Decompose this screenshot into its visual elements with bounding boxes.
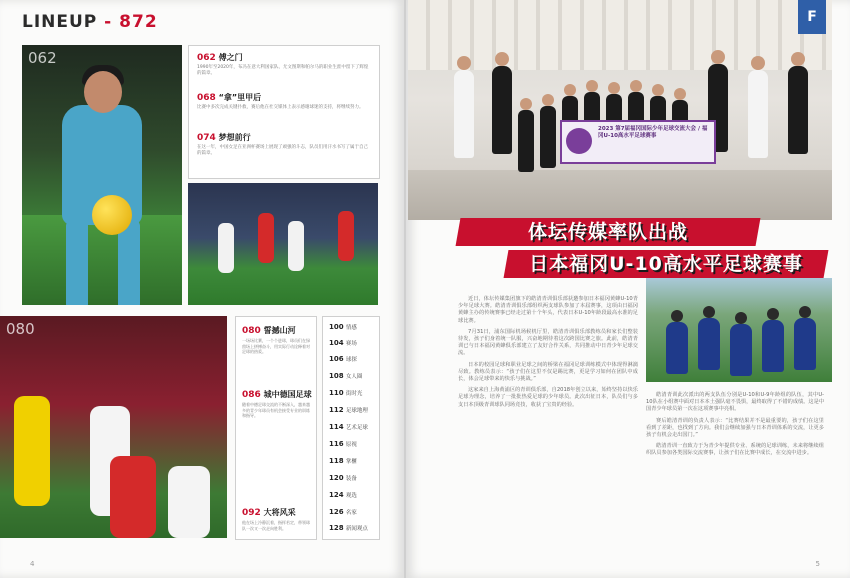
contents-box-top [188,45,380,179]
lineup-heading [22,12,158,32]
player-white [288,221,304,271]
contents-entry[interactable]: 092 大将风采 他在场上冷静沉着，指挥若定，带领球队一次又一次走向胜利。 [242,508,310,531]
youth-player [730,324,752,376]
adult-figure [454,70,474,158]
photo-page-number: 080 [6,320,35,338]
toc-item[interactable]: 114 艺术足球 [329,423,368,431]
lineup-separator: - [97,12,120,32]
contents-entry[interactable]: 074 梦想前行 在这一年，中国女足在亚洲杯赛场上展现了顽强的斗志，队员们用汗水书写了属于自己的篇章。 [197,133,368,156]
toc-item[interactable]: 120 装备 [329,474,357,482]
child-player [540,106,556,168]
toc-item[interactable]: 104 赛场 [329,339,357,347]
adult-figure [492,66,512,154]
airport-floor [408,170,832,220]
toc-item[interactable]: 116 原视 [329,440,357,448]
contents-entry[interactable]: 068 “拿”里甲后 比赛中多次完成关键扑救，赛后他在社交媒体上表示感谢球迷的支持，将继续努力。 [197,93,364,110]
goalkeeper-head [84,71,122,113]
lineup-title-text: LINEUP [22,12,98,32]
table-of-contents [322,316,380,540]
toc-item[interactable]: 118 掌櫃 [329,457,357,465]
player-red [338,211,354,261]
airport-ceiling [408,0,832,70]
youth-player [762,320,784,372]
headline-line-2: 日本福冈U-10高水平足球赛事 [504,250,829,278]
player-red [258,213,274,263]
article-column-2: 皓清青训此次派出的两支队伍分别是U-10和U-9年龄组的队伍，其中U-10队在小组赛中面对日本本土强队毫不畏惧，最终取得了不错的成绩。这是中国青少年球员第一次在这项赛事中亮相。 赛后皓清青训的负责人表示：“比赛结果并不是最重要的，孩子们在这里看到了差距，也找到了方向。我们会继续加强与日本青训体系的交流，让更多孩子有机会走出国门。” 皓清青训一直致力于为青少年提供专业、系统的足球训练，未来将继续组织队员参加各类国际交流赛事，让孩子们在比赛中成长，在交流中进步。 [646,392,824,457]
section-badge: F [798,0,826,34]
womens-football-photo [188,183,378,305]
youth-team-photo [646,278,832,382]
toc-item[interactable]: 128 新闻观点 [329,524,368,532]
photo-page-number: 062 [28,49,57,67]
adult-figure [788,66,808,154]
lineup-issue-number: 872 [119,12,158,32]
left-page [0,0,404,578]
youth-player [698,318,720,370]
right-page [406,0,850,578]
contents-entry[interactable]: 080 誓撼山河 一场场比赛，一个个进球，球员们在绿茵场上拼搏奋斗，用实际行动诠释着对足球的热爱。 [242,326,310,354]
goalkeeper-leg [118,220,140,305]
headline-line-1: 体坛传媒率队出战 [456,218,761,246]
player-white [168,466,210,538]
goalkeeper-photo [22,45,182,305]
club-logo-icon [566,128,592,154]
toc-item[interactable]: 110 街时光 [329,389,363,397]
toc-item[interactable]: 126 名家 [329,508,357,516]
player-white [218,223,234,273]
page-number: 4 [30,560,35,568]
goalkeeper-yellow [14,396,50,506]
match-photo [0,316,227,538]
contents-entry[interactable]: 086 城中德国足球 随着中德足球交流的不断深入，越来越多的青少年球员有机会接受专业的训练和指导。 [242,390,312,418]
toc-item[interactable]: 106 球探 [329,355,357,363]
toc-item[interactable]: 112 足球地理 [329,406,368,414]
football [92,195,132,235]
contents-entry[interactable]: 062 傅之门 1990年至2020年，布冯在意大利国家队、尤文图斯和帕尔马的职业生涯中留下了辉煌的篇章。 [197,53,369,76]
adult-figure [748,70,768,158]
page-number: 5 [815,560,820,568]
toc-item[interactable]: 124 观选 [329,491,357,499]
banner-text: 2023 第7届福冈国际少年足球交流大会 / 福冈U-10高水平足球赛事 [598,126,708,139]
article-column-1: 近日，体坛传媒集团旗下的皓清青训俱乐部获邀参加日本福冈黄蜂U-10青少年足球大赛。皓清青训俱乐部组织两支球队参加了本届赛事，这项由日福冈黄蜂主办的传统赛事已经走过第十个年头，代表日本U-10年龄段最高水准的足球比赛。 7月31日，浦东国际机场候机厅里，皓清青训俱乐部教练员和家长们整装待发，孩子们身着统一队服，兴奋地期待着这次跨国比赛之旅。此前，皓清青训已与日本福冈黄蜂俱乐部建立了友好合作关系，共同推动中日青少年足球交流。 日本的校园足球和职业足球之间的桥梁在福冈足球训练模式中体现得淋漓尽致。教练员表示：“孩子们在这里不仅是踢比赛，更是学习如何在团队中成长，体会足球带来的快乐与挑战。” 这家来自上海黄浦区的青训俱乐部，自2018年创立以来，始终坚持以快乐足球为理念，培养了一批批热爱足球的少年球员。此次出征日本，队员们与多支日本顶级青训球队同场竞技，收获了宝贵的经验。 [458,296,638,408]
toc-item[interactable]: 100 情感 [329,323,357,331]
player-red [110,456,156,538]
event-banner [560,120,716,164]
toc-item[interactable]: 108 女人圈 [329,372,363,380]
contents-box-bottom [235,316,317,540]
goalkeeper-leg [66,220,88,305]
youth-player [794,318,816,370]
child-player [518,110,534,172]
youth-player [666,322,688,374]
team-group-photo [408,0,832,220]
